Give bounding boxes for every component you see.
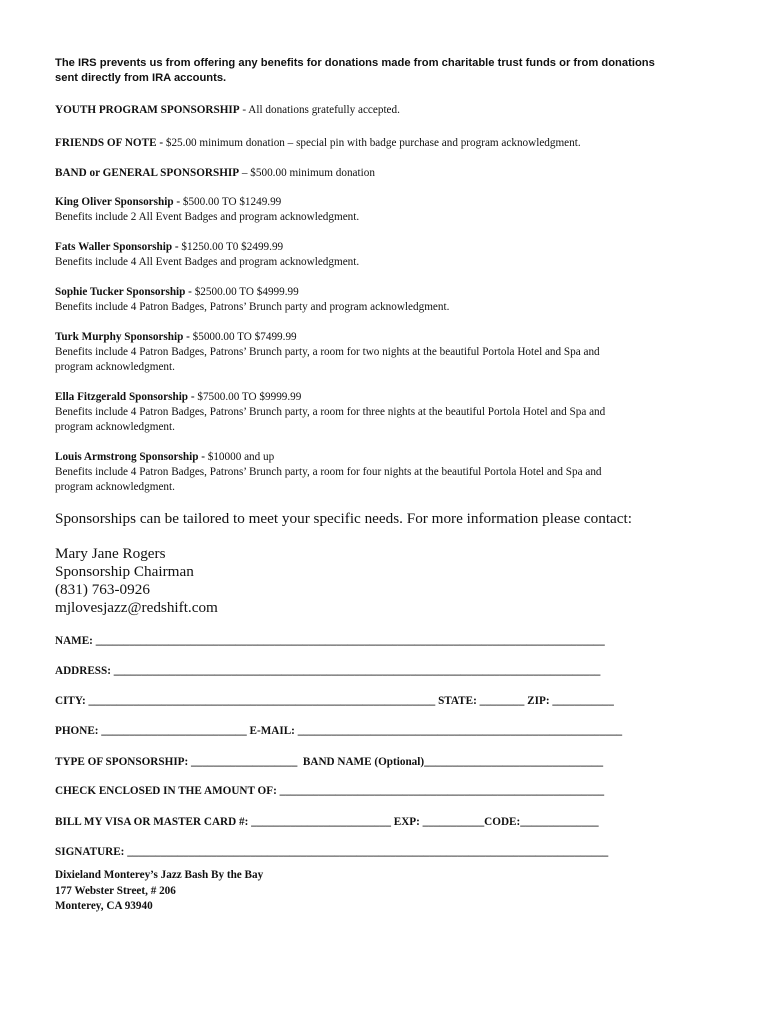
contact-email: mjlovesjazz@redshift.com [55, 599, 218, 616]
tier-range: $10000 and up [207, 451, 275, 463]
youth-sponsorship [55, 103, 695, 118]
signature-field[interactable] [55, 845, 695, 860]
donor-form [55, 634, 695, 860]
friends-of-note-text: $25.00 minimum donation – special pin with badge purchase and program acknowledgment. [165, 137, 581, 149]
contact-block [55, 545, 695, 617]
tier-name: Fats Waller Sponsorship - [55, 241, 182, 253]
tier-benefit-continued: program acknowledgment. [55, 421, 175, 433]
irs-notice-line-1: The IRS prevents us from offering any benefits for donations made from charitable trust funds or from donations [55, 57, 655, 69]
sponsorship-type-field[interactable] [55, 755, 695, 770]
address-field[interactable] [55, 664, 695, 679]
tier-heading [55, 330, 695, 345]
tailored-note: Sponsorships can be tailored to meet your specific needs. For more information please contact: [55, 510, 632, 527]
city-state-zip-label: CITY: ______________________________________________________________ STATE: ________ ZIP: ___________ [55, 695, 614, 707]
tier-benefit: Benefits include 4 Patron Badges, Patrons’ Brunch party, a room for three nights at the beautiful Portola Hotel and Spa and [55, 406, 606, 418]
tier-fats-waller [55, 240, 695, 270]
band-sponsorship [55, 166, 695, 181]
phone-email-field[interactable] [55, 724, 695, 739]
check-amount-field[interactable] [55, 784, 695, 799]
contact-role: Sponsorship Chairman [55, 563, 194, 580]
tier-name: King Oliver Sponsorship - [55, 196, 183, 208]
name-field-label: NAME: ___________________________________________________________________________________________ [55, 635, 605, 647]
irs-notice [55, 56, 695, 86]
tier-king-oliver [55, 195, 695, 225]
street-address: 177 Webster Street, # 206 [55, 884, 176, 897]
tier-range: $5000.00 TO $7499.99 [192, 331, 297, 343]
irs-notice-line-2: sent directly from IRA accounts. [55, 72, 227, 84]
band-sponsorship-text: – $500.00 minimum donation [239, 167, 375, 179]
tier-name: Louis Armstrong Sponsorship - [55, 451, 208, 463]
tier-ella-fitzgerald [55, 390, 695, 435]
tier-heading [55, 240, 695, 255]
address-field-label: ADDRESS: _______________________________________________________________________________________ [55, 665, 601, 677]
city-state-zip: Monterey, CA 93940 [55, 900, 153, 912]
credit-card-label: BILL MY VISA OR MASTER CARD #: _________________________ EXP: ___________CODE:______________ [55, 816, 599, 828]
tier-range: $1250.00 T0 $2499.99 [181, 241, 284, 253]
tier-sophie-tucker [55, 285, 695, 315]
signature-label: SIGNATURE: ______________________________________________________________________________________ [55, 846, 609, 858]
tier-louis-armstrong [55, 450, 695, 495]
city-state-zip-field[interactable] [55, 694, 695, 709]
tier-heading [55, 450, 695, 465]
tier-turk-murphy [55, 330, 695, 375]
tier-name: Turk Murphy Sponsorship - [55, 331, 193, 343]
tier-benefit: Benefits include 4 All Event Badges and program acknowledgment. [55, 256, 360, 268]
tier-benefit: Benefits include 4 Patron Badges, Patrons’ Brunch party and program acknowledgment. [55, 301, 450, 313]
tier-name: Sophie Tucker Sponsorship - [55, 286, 195, 298]
tier-benefit: Benefits include 4 Patron Badges, Patrons’ Brunch party, a room for two nights at the beautiful Portola Hotel and Spa and [55, 346, 600, 358]
tier-benefit: Benefits include 2 All Event Badges and program acknowledgment. [55, 211, 360, 223]
tier-benefit-continued: program acknowledgment. [55, 361, 175, 373]
name-field[interactable] [55, 634, 695, 649]
credit-card-field[interactable] [55, 815, 695, 830]
tier-range: $500.00 TO $1249.99 [182, 196, 282, 208]
band-sponsorship-title: BAND or GENERAL SPONSORSHIP [55, 167, 240, 179]
contact-name: Mary Jane Rogers [55, 545, 166, 562]
youth-sponsorship-text: - All donations gratefully accepted. [239, 104, 400, 116]
tier-heading [55, 285, 695, 300]
mailing-address [55, 868, 695, 915]
tier-heading [55, 390, 695, 405]
friends-of-note-title: FRIENDS OF NOTE - [55, 137, 166, 149]
tier-benefit-continued: program acknowledgment. [55, 481, 175, 493]
sponsorship-type-label: TYPE OF SPONSORSHIP: ___________________ BAND NAME (Optional)________________________________ [55, 756, 604, 768]
tier-range: $2500.00 TO $4999.99 [194, 286, 299, 298]
tier-name: Ella Fitzgerald Sponsorship - [55, 391, 198, 403]
tier-heading [55, 195, 695, 210]
contact-phone: (831) 763-0926 [55, 581, 150, 598]
organization-name: Dixieland Monterey’s Jazz Bash By the Bay [55, 869, 264, 881]
friends-of-note [55, 136, 695, 151]
phone-email-label: PHONE: __________________________ E-MAIL: __________________________________________________________ [55, 725, 623, 737]
sponsorship-form-page [55, 56, 695, 915]
tier-benefit: Benefits include 4 Patron Badges, Patrons’ Brunch party, a room for four nights at the beautiful Portola Hotel and Spa and [55, 466, 602, 478]
tier-range: $7500.00 TO $9999.99 [197, 391, 302, 403]
check-amount-label: CHECK ENCLOSED IN THE AMOUNT OF: __________________________________________________________ [55, 785, 605, 797]
youth-sponsorship-title: YOUTH PROGRAM SPONSORSHIP [55, 104, 240, 116]
